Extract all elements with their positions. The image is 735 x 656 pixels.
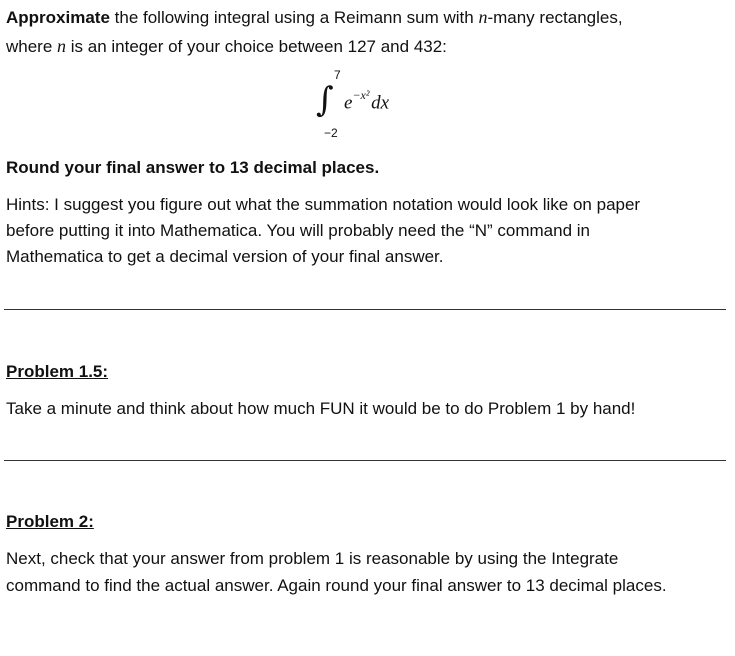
integral-expression [316,66,436,146]
section-divider [4,460,726,461]
section-divider [4,309,726,310]
hint-line-3: Mathematica to get a decimal version of your final answer. [6,247,444,266]
integral-differential: dx [371,92,389,114]
problem1-line2 [6,33,447,60]
integral-upper-limit: 7 [334,68,341,82]
round-instruction: Round your final answer to 13 decimal places. [6,158,380,177]
problem1-5-text: Take a minute and think about how much FUN it would be to do Problem 1 by hand! [6,399,636,418]
integrand [344,90,389,114]
integrand-base: e [344,92,353,114]
variable-n: n [478,7,488,27]
problem1-line2-text: is an integer of your choice between 127 and 432: [66,37,447,56]
problem1-line1 [6,4,623,31]
integral-sign: ∫ [316,80,334,120]
problem1-line1-text: the following integral using a Reimann sum with [109,8,479,27]
problem1-line1-tail: -many rectangles, [487,8,623,27]
variable-n: n [57,36,67,56]
problem2-heading: Problem 2: [6,512,94,531]
approximate-keyword: Approximate [6,8,110,27]
hint-line-2: before putting it into Mathematica. You will probably need the “N” command in [6,221,590,240]
problem1-line2-pre: where [6,37,58,56]
integrand-exponent: −x² [352,88,370,102]
problem1-5-heading: Problem 1.5: [6,362,109,381]
problem2-line-1: Next, check that your answer from problem 1 is reasonable by using the Integrate [6,549,619,568]
hint-line-1: Hints: I suggest you figure out what the summation notation would look like on paper [6,195,641,214]
integral-lower-limit: −2 [324,126,338,140]
problem2-line-2: command to find the actual answer. Again round your final answer to 13 decimal places. [6,576,667,595]
